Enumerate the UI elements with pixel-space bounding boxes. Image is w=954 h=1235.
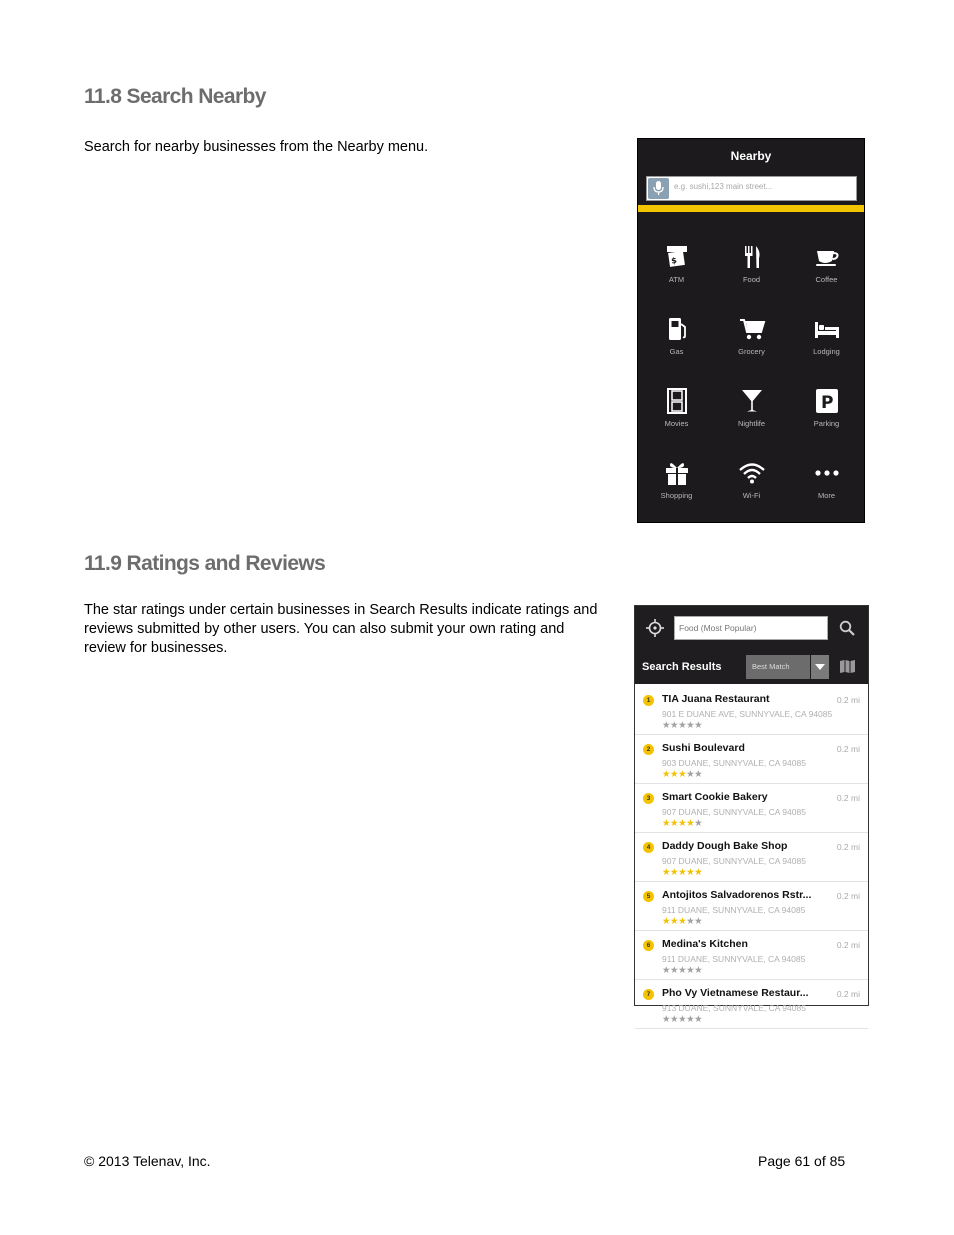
category-grocery[interactable] bbox=[714, 316, 789, 376]
map-icon[interactable] bbox=[840, 660, 855, 673]
category-coffee[interactable] bbox=[789, 244, 864, 304]
star-icon: ★ bbox=[670, 916, 679, 927]
category-label: More bbox=[817, 491, 836, 500]
result-row[interactable] bbox=[635, 881, 868, 931]
star-rating bbox=[662, 917, 702, 927]
result-name: Sushi Boulevard bbox=[662, 742, 745, 754]
star-icon: ★ bbox=[662, 769, 671, 780]
cocktail-glass-icon bbox=[739, 388, 765, 414]
bed-icon bbox=[814, 316, 840, 342]
result-distance: 0.2 mi bbox=[836, 695, 860, 705]
star-icon: ★ bbox=[678, 867, 687, 878]
star-icon: ★ bbox=[686, 867, 695, 878]
star-icon: ★ bbox=[686, 769, 695, 780]
star-icon: ★ bbox=[694, 867, 703, 878]
star-icon: ★ bbox=[662, 965, 671, 976]
result-distance: 0.2 mi bbox=[836, 842, 860, 852]
category-label: Shopping bbox=[660, 491, 693, 500]
result-address: 901 E DUANE AVE, SUNNYVALE, CA 94085 bbox=[662, 709, 833, 719]
star-icon: ★ bbox=[662, 867, 671, 878]
shopping-cart-icon bbox=[739, 316, 765, 342]
gas-pump-icon bbox=[664, 316, 690, 342]
result-address: 907 DUANE, SUNNYVALE, CA 94085 bbox=[662, 856, 806, 866]
category-label: Nightlife bbox=[737, 419, 766, 428]
star-icon: ★ bbox=[670, 769, 679, 780]
category-lodging[interactable] bbox=[789, 316, 864, 376]
chevron-down-icon[interactable] bbox=[811, 655, 829, 679]
section-body-ratings-reviews: The star ratings under certain businesses in Search Results indicate ratings and reviews submitted by other users. You can also submit your own rating and review for businesses. bbox=[84, 602, 598, 656]
star-icon: ★ bbox=[670, 867, 679, 878]
film-icon bbox=[664, 388, 690, 414]
result-address: 911 DUANE, SUNNYVALE, CA 94085 bbox=[662, 954, 806, 964]
more-dots-icon bbox=[814, 460, 840, 486]
star-icon: ★ bbox=[662, 720, 671, 731]
section-heading-search-nearby: 11.8 Search Nearby bbox=[84, 85, 266, 108]
star-icon: ★ bbox=[686, 818, 695, 829]
star-icon: ★ bbox=[678, 965, 687, 976]
result-row[interactable] bbox=[635, 832, 868, 882]
category-label: Lodging bbox=[813, 347, 840, 356]
star-icon: ★ bbox=[670, 818, 679, 829]
result-address: 907 DUANE, SUNNYVALE, CA 94085 bbox=[662, 807, 806, 817]
result-distance: 0.2 mi bbox=[836, 989, 860, 999]
star-icon: ★ bbox=[662, 818, 671, 829]
category-wifi[interactable] bbox=[714, 460, 789, 520]
footer-copyright: © 2013 Telenav, Inc. bbox=[84, 1153, 211, 1169]
star-icon: ★ bbox=[694, 769, 703, 780]
star-icon: ★ bbox=[678, 1014, 687, 1025]
star-icon: ★ bbox=[694, 916, 703, 927]
star-icon: ★ bbox=[694, 1014, 703, 1025]
sort-select[interactable] bbox=[746, 655, 810, 679]
search-results-header bbox=[635, 606, 868, 684]
result-name: Antojitos Salvadorenos Rstr... bbox=[662, 889, 812, 901]
star-icon: ★ bbox=[694, 818, 703, 829]
search-results-title: Search Results bbox=[642, 661, 722, 673]
parking-icon bbox=[814, 388, 840, 414]
result-row[interactable] bbox=[635, 734, 868, 784]
atm-icon bbox=[664, 244, 690, 270]
result-distance: 0.2 mi bbox=[836, 793, 860, 803]
category-shopping[interactable] bbox=[639, 460, 714, 520]
search-icon[interactable] bbox=[839, 620, 855, 636]
result-address: 903 DUANE, SUNNYVALE, CA 94085 bbox=[662, 758, 806, 768]
result-number-badge: 6 bbox=[643, 940, 654, 951]
gift-icon bbox=[664, 460, 690, 486]
result-name: Pho Vy Vietnamese Restaur... bbox=[662, 987, 809, 999]
category-label: Wi-Fi bbox=[742, 491, 761, 500]
star-icon: ★ bbox=[686, 965, 695, 976]
star-icon: ★ bbox=[694, 965, 703, 976]
section-heading-ratings-reviews: 11.9 Ratings and Reviews bbox=[84, 552, 326, 575]
category-label: ATM bbox=[668, 275, 685, 284]
result-row[interactable] bbox=[635, 783, 868, 833]
result-distance: 0.2 mi bbox=[836, 891, 860, 901]
result-name: TIA Juana Restaurant bbox=[662, 693, 770, 705]
footer-page-number: Page 61 of 85 bbox=[758, 1153, 846, 1169]
star-icon: ★ bbox=[662, 916, 671, 927]
star-icon: ★ bbox=[670, 1014, 679, 1025]
svg-text:$: $ bbox=[670, 255, 678, 266]
nearby-title: Nearby bbox=[730, 149, 772, 163]
category-label: Food bbox=[742, 275, 761, 284]
result-distance: 0.2 mi bbox=[836, 744, 860, 754]
category-label: Parking bbox=[813, 419, 840, 428]
star-icon: ★ bbox=[662, 1014, 671, 1025]
result-address: 913 DUANE, SUNNYVALE, CA 94085 bbox=[662, 1003, 806, 1013]
star-rating bbox=[662, 721, 702, 731]
section-body-search-nearby: Search for nearby businesses from the Nearby menu. bbox=[84, 139, 429, 155]
star-rating bbox=[662, 1015, 702, 1025]
wifi-icon bbox=[739, 460, 765, 486]
result-row[interactable] bbox=[635, 930, 868, 980]
star-rating bbox=[662, 868, 702, 878]
star-icon: ★ bbox=[686, 720, 695, 731]
result-row[interactable] bbox=[635, 979, 868, 1029]
category-food[interactable] bbox=[714, 244, 789, 304]
category-nightlife[interactable] bbox=[714, 388, 789, 448]
current-location-icon[interactable] bbox=[646, 619, 664, 637]
results-search-value: Food (Most Popular) bbox=[679, 623, 757, 633]
result-address: 911 DUANE, SUNNYVALE, CA 94085 bbox=[662, 905, 806, 915]
result-number-badge: 3 bbox=[643, 793, 654, 804]
accent-bar bbox=[638, 205, 864, 212]
result-name: Medina's Kitchen bbox=[662, 938, 748, 950]
star-rating bbox=[662, 819, 702, 829]
nearby-screenshot bbox=[637, 138, 865, 523]
star-icon: ★ bbox=[678, 916, 687, 927]
search-results-screenshot bbox=[634, 605, 869, 1025]
star-icon: ★ bbox=[678, 720, 687, 731]
star-icon: ★ bbox=[686, 916, 695, 927]
result-name: Daddy Dough Bake Shop bbox=[662, 840, 788, 852]
category-more[interactable] bbox=[789, 460, 864, 520]
category-label: Coffee bbox=[815, 275, 838, 284]
result-number-badge: 1 bbox=[643, 695, 654, 706]
star-icon: ★ bbox=[678, 769, 687, 780]
star-icon: ★ bbox=[686, 1014, 695, 1025]
result-number-badge: 7 bbox=[643, 989, 654, 1000]
result-distance: 0.2 mi bbox=[836, 940, 860, 950]
category-atm[interactable] bbox=[639, 244, 714, 304]
nearby-search-input[interactable] bbox=[646, 176, 857, 201]
result-row[interactable] bbox=[635, 685, 868, 735]
result-number-badge: 2 bbox=[643, 744, 654, 755]
nearby-search-placeholder: e.g. sushi,123 main street... bbox=[674, 182, 773, 191]
star-rating bbox=[662, 770, 702, 780]
fork-knife-icon bbox=[739, 244, 765, 270]
result-name: Smart Cookie Bakery bbox=[662, 791, 768, 803]
category-label: Gas bbox=[669, 347, 684, 356]
result-number-badge: 5 bbox=[643, 891, 654, 902]
result-number-badge: 4 bbox=[643, 842, 654, 853]
category-movies[interactable] bbox=[639, 388, 714, 448]
svg-text:P: P bbox=[821, 393, 834, 413]
category-label: Grocery bbox=[738, 347, 765, 356]
coffee-cup-icon bbox=[814, 244, 840, 270]
category-label: Movies bbox=[664, 419, 689, 428]
microphone-icon[interactable] bbox=[648, 178, 669, 199]
category-parking[interactable] bbox=[789, 388, 864, 448]
results-search-input[interactable] bbox=[674, 616, 828, 640]
sort-selected-value: Best Match bbox=[752, 662, 790, 671]
category-gas[interactable] bbox=[639, 316, 714, 376]
star-icon: ★ bbox=[670, 965, 679, 976]
star-rating bbox=[662, 966, 702, 976]
star-icon: ★ bbox=[670, 720, 679, 731]
star-icon: ★ bbox=[694, 720, 703, 731]
star-icon: ★ bbox=[678, 818, 687, 829]
